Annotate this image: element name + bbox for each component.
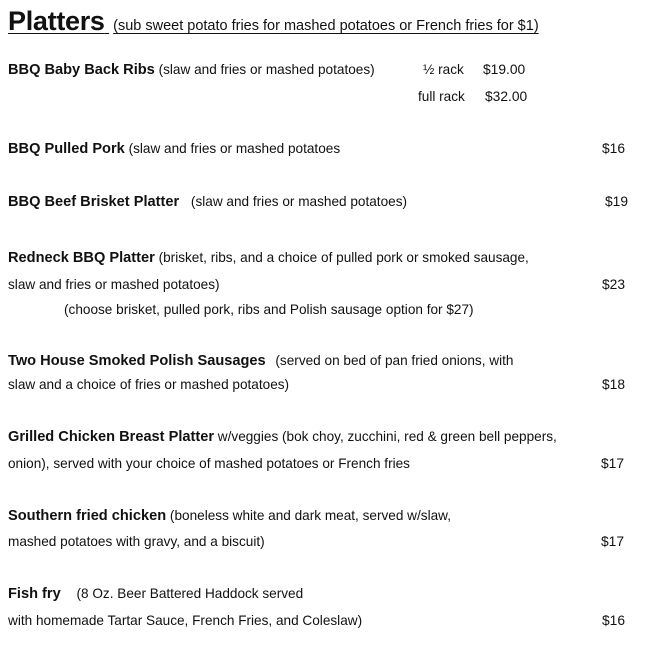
- menu-item-name: BBQ Beef Brisket Platter: [8, 194, 180, 210]
- menu-item-description-cont: slaw and a choice of fries or mashed potatoes): [8, 377, 290, 392]
- full-rack-label: full rack: [418, 89, 465, 104]
- menu-item-price: $16: [601, 141, 625, 156]
- menu-item-line: [8, 428, 557, 446]
- menu-item-name: Two House Smoked Polish Sausages: [8, 353, 266, 369]
- menu-item-price: $16: [601, 613, 625, 628]
- menu-item-price: $17: [600, 534, 624, 549]
- menu-item-description-cont: mashed potatoes with gravy, and a biscuit): [8, 534, 265, 549]
- menu-item-name: Grilled Chicken Breast Platter: [8, 429, 215, 445]
- full-rack-price: $32.00: [485, 89, 528, 104]
- half-rack-label: ½ rack: [423, 62, 464, 77]
- menu-item-description: (boneless white and dark meat, served w/slaw,: [169, 508, 451, 523]
- menu-item-description: (served on bed of pan fried onions, with: [275, 353, 514, 368]
- section-header: [8, 6, 539, 37]
- menu-item-description-cont: onion), served with your choice of mashed potatoes or French fries: [8, 456, 410, 471]
- menu-item-option-note: (choose brisket, pulled pork, ribs and Polish sausage option for $27): [64, 302, 474, 317]
- menu-item-description: (slaw and fries or mashed potatoes: [128, 141, 341, 156]
- menu-item-name: Southern fried chicken: [8, 508, 167, 524]
- section-title: Platters: [8, 6, 105, 36]
- menu-item-name: BBQ Pulled Pork: [8, 141, 125, 157]
- menu-item-name: BBQ Baby Back Ribs: [8, 62, 155, 78]
- half-rack-price: $19.00: [483, 62, 526, 77]
- menu-item-description-cont: with homemade Tartar Sauce, French Fries, and Coleslaw): [8, 613, 363, 628]
- menu-item-price: $17: [600, 456, 624, 471]
- menu-item-description: (8 Oz. Beer Battered Haddock served: [76, 586, 304, 601]
- menu-item-description: (slaw and fries or mashed potatoes): [190, 194, 408, 209]
- menu-item-line: [8, 585, 303, 603]
- menu-item-line: [8, 140, 340, 158]
- section-note: (sub sweet potato fries for mashed potatoes or French fries for $1): [113, 18, 539, 34]
- menu-item-description: w/veggies (bok choy, zucchini, red & green bell peppers,: [217, 429, 557, 444]
- menu-item-line: [8, 193, 407, 211]
- menu-item-line: [8, 507, 451, 525]
- menu-item-line: [8, 352, 513, 370]
- menu-item-line: [8, 61, 375, 79]
- menu-item-name: Fish fry: [8, 586, 61, 602]
- menu-item-description: (slaw and fries or mashed potatoes): [158, 62, 375, 77]
- menu-item-description: (brisket, ribs, and a choice of pulled pork or smoked sausage,: [158, 250, 529, 265]
- menu-item-line: [8, 249, 529, 267]
- menu-item-price: $23: [601, 277, 625, 292]
- menu-item-name: Redneck BBQ Platter: [8, 250, 155, 266]
- menu-item-description-cont: slaw and fries or mashed potatoes): [8, 277, 220, 292]
- menu-item-price: $18: [601, 377, 625, 392]
- menu-item-price: $19: [604, 194, 628, 209]
